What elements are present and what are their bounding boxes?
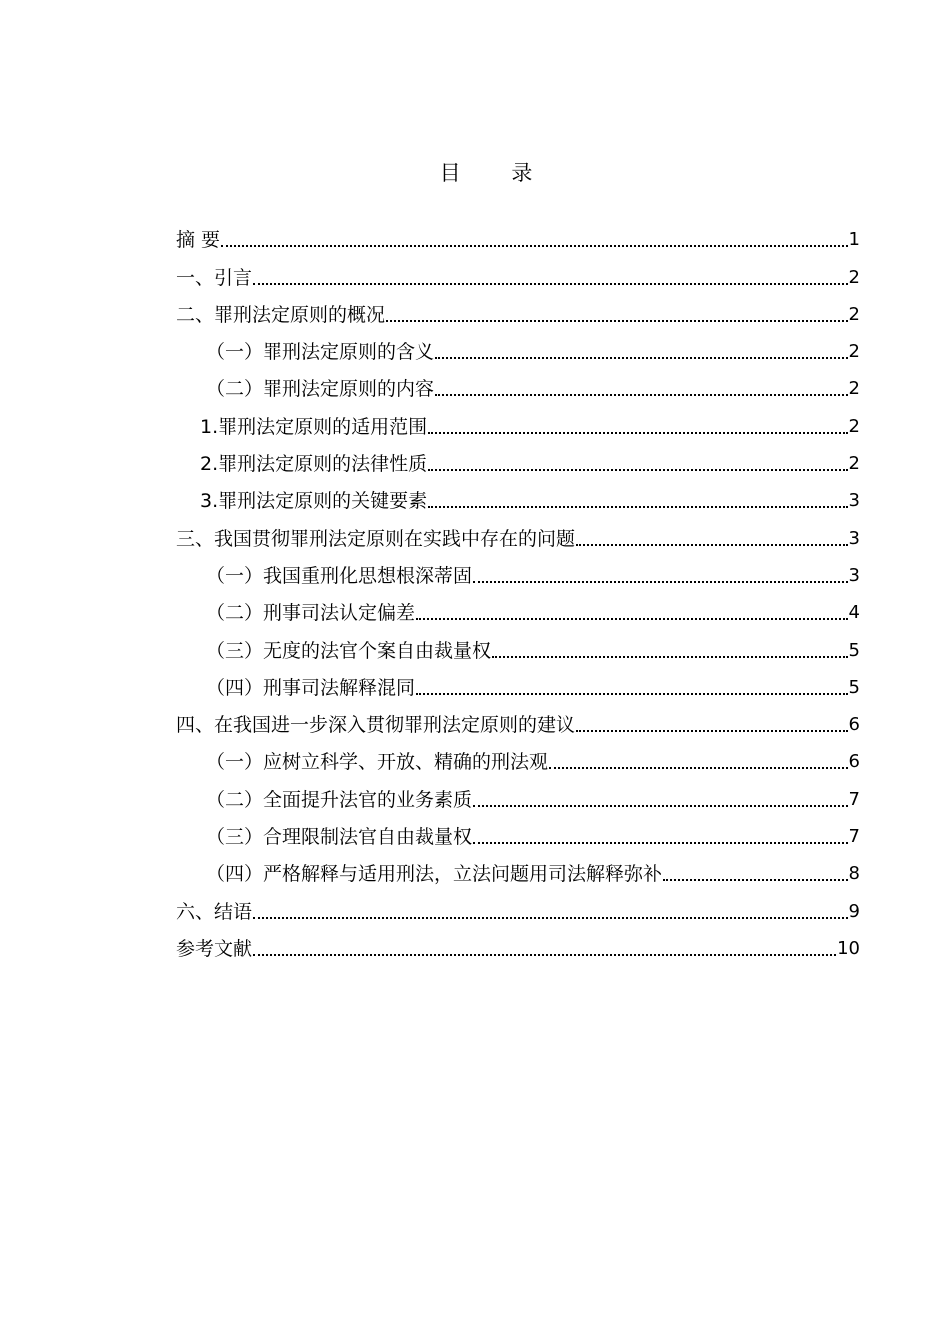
toc-dot-leader: [549, 767, 848, 769]
toc-page-number: 7: [848, 826, 860, 848]
toc-dot-leader: [473, 581, 848, 583]
toc-dot-leader: [428, 469, 847, 471]
toc-entry[interactable]: [176, 293, 860, 330]
toc-entry[interactable]: [176, 479, 860, 516]
toc-entry[interactable]: [176, 591, 860, 628]
toc-dot-leader: [428, 432, 847, 434]
toc-dot-leader: [435, 357, 848, 359]
toc-page-number: 6: [848, 714, 860, 736]
toc-entry-label: 1.罪刑法定原则的适用范围: [200, 415, 428, 438]
toc-entry-label: 四、在我国进一步深入贯彻罪刑法定原则的建议: [176, 714, 576, 737]
toc-entry[interactable]: [176, 666, 860, 703]
toc-entry-label: 摘 要: [176, 229, 221, 252]
toc-dot-leader: [663, 879, 848, 881]
toc-page-number: 8: [848, 863, 860, 885]
toc-page-number: 4: [848, 602, 860, 624]
toc-entry[interactable]: [176, 777, 860, 814]
toc-dot-leader: [253, 283, 848, 285]
toc-dot-leader: [473, 805, 848, 807]
toc-entry-label: （一）应树立科学、开放、精确的刑法观: [206, 751, 549, 774]
toc-entry-label: 3.罪刑法定原则的关键要素: [200, 490, 428, 513]
toc-entry[interactable]: [176, 404, 860, 441]
toc-page-number: 2: [848, 453, 860, 475]
toc-title: 目 录: [439, 161, 555, 185]
toc-page-number: 2: [848, 303, 860, 325]
toc-entry-label: （三）无度的法官个案自由裁量权: [206, 639, 492, 662]
toc-entry[interactable]: [176, 255, 860, 292]
toc-entry[interactable]: [176, 516, 860, 553]
toc-page-number: 3: [848, 527, 860, 549]
toc-dot-leader: [428, 506, 847, 508]
toc-entry[interactable]: [176, 330, 860, 367]
toc-entry[interactable]: [176, 703, 860, 740]
toc-dot-leader: [221, 245, 848, 247]
toc-dot-leader: [576, 730, 848, 732]
toc-entry[interactable]: [176, 442, 860, 479]
toc-entry-label: 2.罪刑法定原则的法律性质: [200, 453, 428, 476]
toc-page-number: 5: [848, 639, 860, 661]
toc-page-number: 6: [848, 751, 860, 773]
toc-entry[interactable]: [176, 852, 860, 889]
toc-page-number: 2: [848, 266, 860, 288]
toc-entry[interactable]: [176, 554, 860, 591]
toc-entry-label: 三、我国贯彻罪刑法定原则在实践中存在的问题: [176, 527, 576, 550]
toc-dot-leader: [492, 656, 848, 658]
table-of-contents: [176, 218, 860, 964]
toc-dot-leader: [416, 693, 848, 695]
toc-entry-label: （四）严格解释与适用刑法，立法问题用司法解释弥补: [206, 863, 663, 886]
toc-entry-label: 二、罪刑法定原则的概况: [176, 303, 386, 326]
toc-entry[interactable]: [176, 889, 860, 926]
toc-page-number: 7: [848, 788, 860, 810]
toc-entry[interactable]: [176, 628, 860, 665]
toc-entry-label: （三）合理限制法官自由裁量权: [206, 826, 473, 849]
toc-page-number: 10: [837, 937, 860, 959]
toc-dot-leader: [435, 394, 848, 396]
toc-page-number: 9: [848, 900, 860, 922]
toc-page-number: 1: [848, 229, 860, 251]
toc-entry-label: 参考文献: [176, 937, 253, 960]
toc-page-number: 2: [848, 341, 860, 363]
toc-page-number: 2: [848, 378, 860, 400]
toc-page-number: 2: [848, 415, 860, 437]
toc-entry-label: （四）刑事司法解释混同: [206, 676, 416, 699]
toc-entry-label: 一、引言: [176, 266, 253, 289]
toc-dot-leader: [386, 320, 848, 322]
toc-dot-leader: [416, 618, 848, 620]
toc-dot-leader: [576, 544, 848, 546]
toc-page-number: 5: [848, 676, 860, 698]
toc-entry-label: （二）刑事司法认定偏差: [206, 602, 416, 625]
toc-entry-label: （一）我国重刑化思想根深蒂固: [206, 564, 473, 587]
toc-entry[interactable]: [176, 927, 860, 964]
toc-entry-label: （一）罪刑法定原则的含义: [206, 341, 435, 364]
toc-entry-label: 六、结语: [176, 900, 253, 923]
toc-entry-label: （二）全面提升法官的业务素质: [206, 788, 473, 811]
toc-entry[interactable]: [176, 740, 860, 777]
toc-page-number: 3: [848, 564, 860, 586]
toc-entry-label: （二）罪刑法定原则的内容: [206, 378, 435, 401]
toc-dot-leader: [253, 954, 836, 956]
toc-entry[interactable]: [176, 815, 860, 852]
toc-entry[interactable]: [176, 218, 860, 255]
toc-dot-leader: [253, 917, 848, 919]
toc-dot-leader: [473, 842, 848, 844]
toc-entry[interactable]: [176, 367, 860, 404]
toc-page-number: 3: [848, 490, 860, 512]
